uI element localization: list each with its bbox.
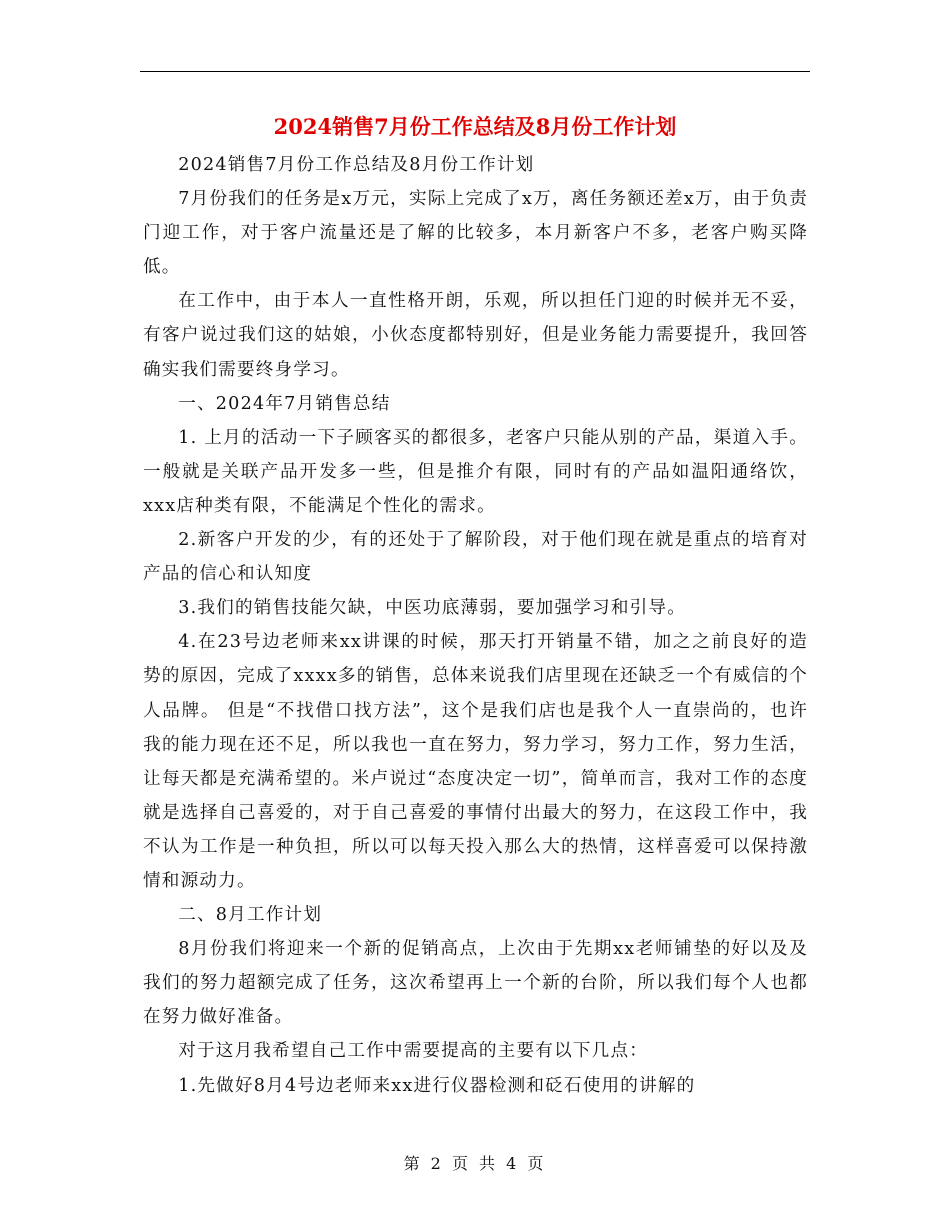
document-title: 2024销售7月份工作总结及8月份工作计划 <box>273 114 677 139</box>
paragraph-subtitle: 2024销售7月份工作总结及8月份工作计划 <box>178 155 535 175</box>
section-heading-august-plan: 二、8月工作计划 <box>178 905 323 926</box>
paragraph-work-attitude: 在工作中，由于本人一直性格开朗，乐观，所以担任门迎的时候并无不妥，有客户说过我们这的姑娘，小伙态度都特别好，但是业务能力需要提升，我回答确实我们需要终身学习。 <box>143 291 808 380</box>
header-rule <box>140 71 810 72</box>
paragraph-august-outlook: 8月份我们将迎来一个新的促销高点，上次由于先期xx老师铺垫的好以及及我们的努力超额完成了任务，这次希望再上一个新的台阶，所以我们每个人也都在努力做好准备。 <box>143 939 808 1028</box>
list-item-4: 4.在23号边老师来xx讲课的时候，那天打开销量不错，加之之前良好的造势的原因，完成了xxxx多的销售，总体来说我们店里现在还缺乏一个有威信的个人品牌。 但是“不找借口找方法”，这个是我们店也是我个人一直崇尚的，也许我的能力现在还不足，所以我也一直在努力，努力学习，努力工作，努力生活，让每天都是充满希望的。米卢说过“态度决定一切”，简单而言，我对工作的态度就是选择自己喜爱的，对于自己喜爱的事情付出最大的努力，在这段工作中，我不认为工作是一种负担，所以可以每天投入那么大的热情，这样喜爱可以保持激情和源动力。 <box>143 632 808 891</box>
page-footer: 第 2 页 共 4 页 <box>403 1154 547 1173</box>
document-body <box>143 148 808 1103</box>
list-item-3: 3.我们的销售技能欠缺，中医功底薄弱，要加强学习和引导。 <box>178 598 687 619</box>
list-item-1: 1. 上月的活动一下子顾客买的都很多，老客户只能从别的产品，渠道入手。一般就是关联产品开发多一些，但是推介有限，同时有的产品如温阳通络饮，xxx店种类有限，不能满足个性化的需求。 <box>143 427 808 516</box>
paragraph-task-summary: 7月份我们的任务是x万元，实际上完成了x万，离任务额还差x万，由于负责门迎工作，对于客户流量还是了解的比较多，本月新客户不多，老客户购买降低。 <box>143 189 808 278</box>
paragraph-improvement-intro: 对于这月我希望自己工作中需要提高的主要有以下几点： <box>178 1041 649 1062</box>
plan-item-1: 1.先做好8月4号边老师来xx进行仪器检测和砭石使用的讲解的 <box>178 1075 696 1096</box>
section-heading-july-summary: 一、2024年7月销售总结 <box>178 393 391 414</box>
list-item-2: 2.新客户开发的少，有的还处于了解阶段，对于他们现在就是重点的培育对产品的信心和认知度 <box>143 530 808 585</box>
